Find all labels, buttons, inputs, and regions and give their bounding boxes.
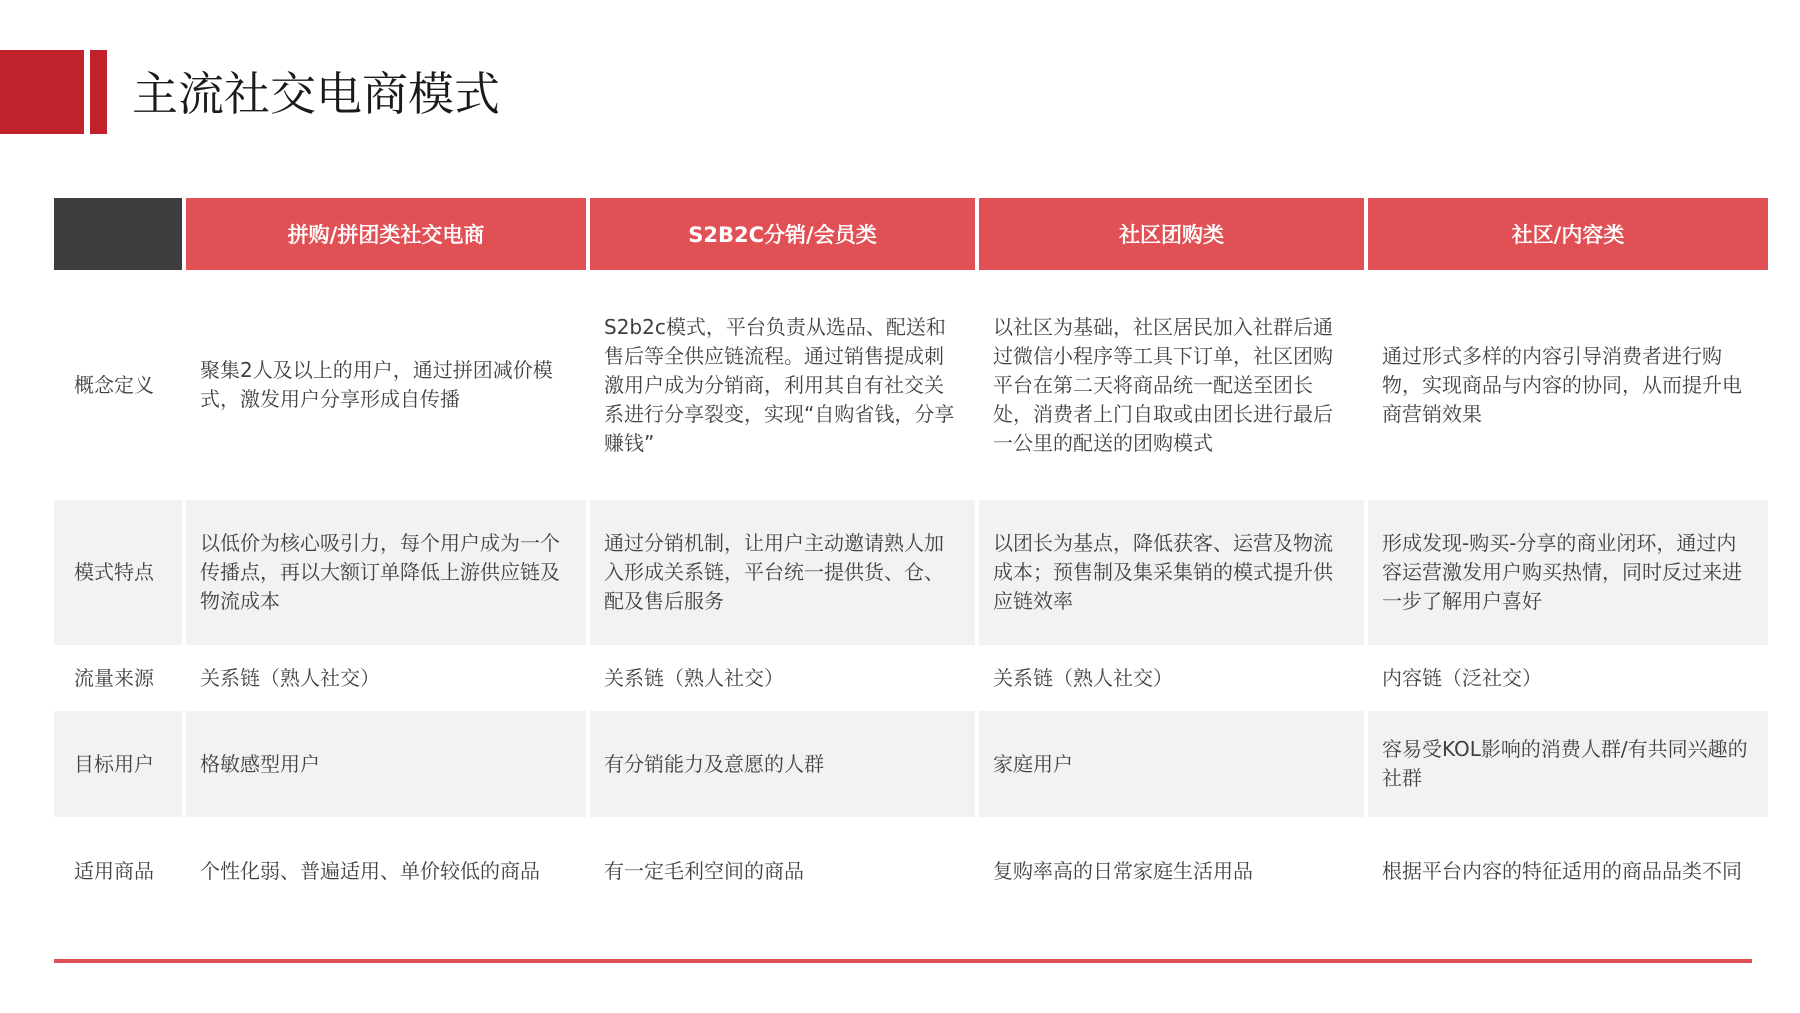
table-cell: 以低价为核心吸引力，每个用户成为一个传播点，再以大额订单降低上游供应链及物流成本 — [186, 500, 586, 645]
table-cell: 关系链（熟人社交） — [186, 645, 586, 711]
title-accent-block — [0, 50, 84, 134]
row-label-concept: 概念定义 — [54, 270, 182, 500]
page-title: 主流社交电商模式 — [132, 67, 500, 121]
row-label-traffic-source: 流量来源 — [54, 645, 182, 711]
column-header-community-group: 社区团购类 — [979, 198, 1364, 270]
table-row — [54, 645, 1768, 711]
table-cell: 形成发现-购买-分享的商业闭环，通过内容运营激发用户购买热情，同时反过来进一步了解用户喜好 — [1368, 500, 1768, 645]
table-cell: 通过分销机制，让用户主动邀请熟人加入形成关系链，平台统一提供货、仓、配及售后服务 — [590, 500, 975, 645]
table-row — [54, 500, 1768, 645]
table-row — [54, 270, 1768, 500]
row-label-products: 适用商品 — [54, 817, 182, 925]
table-cell: 关系链（熟人社交） — [979, 645, 1364, 711]
table-cell: 内容链（泛社交） — [1368, 645, 1768, 711]
table-cell: 家庭用户 — [979, 711, 1364, 817]
column-header-group-buying: 拼购/拼团类社交电商 — [186, 198, 586, 270]
table-cell: 关系链（熟人社交） — [590, 645, 975, 711]
title-accent-stripe — [90, 50, 107, 134]
row-label-target-users: 目标用户 — [54, 711, 182, 817]
table-cell: 格敏感型用户 — [186, 711, 586, 817]
table-cell: 以团长为基点，降低获客、运营及物流成本；预售制及集采集销的模式提升供应链效率 — [979, 500, 1364, 645]
column-header-s2b2c: S2B2C分销/会员类 — [590, 198, 975, 270]
table-bottom-rule — [54, 959, 1752, 963]
table-cell: S2b2c模式，平台负责从选品、配送和售后等全供应链流程。通过销售提成刺激用户成为分销商，利用其自有社交关系进行分享裂变，实现“自购省钱，分享赚钱” — [590, 270, 975, 500]
table-cell: 根据平台内容的特征适用的商品品类不同 — [1368, 817, 1768, 925]
table-cell: 聚集2人及以上的用户，通过拼团减价模式，激发用户分享形成自传播 — [186, 270, 586, 500]
table-cell: 个性化弱、普遍适用、单价较低的商品 — [186, 817, 586, 925]
table-corner-cell — [54, 198, 182, 270]
table-cell: 容易受KOL影响的消费人群/有共同兴趣的社群 — [1368, 711, 1768, 817]
table-cell: 有一定毛利空间的商品 — [590, 817, 975, 925]
table-header-row — [54, 198, 1768, 270]
table-cell: 通过形式多样的内容引导消费者进行购物，实现商品与内容的协同，从而提升电商营销效果 — [1368, 270, 1768, 500]
table-cell: 有分销能力及意愿的人群 — [590, 711, 975, 817]
table-row — [54, 817, 1768, 925]
table-row — [54, 711, 1768, 817]
column-header-content-community: 社区/内容类 — [1368, 198, 1768, 270]
table-cell: 复购率高的日常家庭生活用品 — [979, 817, 1364, 925]
row-label-features: 模式特点 — [54, 500, 182, 645]
table-cell: 以社区为基础，社区居民加入社群后通过微信小程序等工具下订单，社区团购平台在第二天将商品统一配送至团长处，消费者上门自取或由团长进行最后一公里的配送的团购模式 — [979, 270, 1364, 500]
comparison-table — [50, 198, 1772, 925]
